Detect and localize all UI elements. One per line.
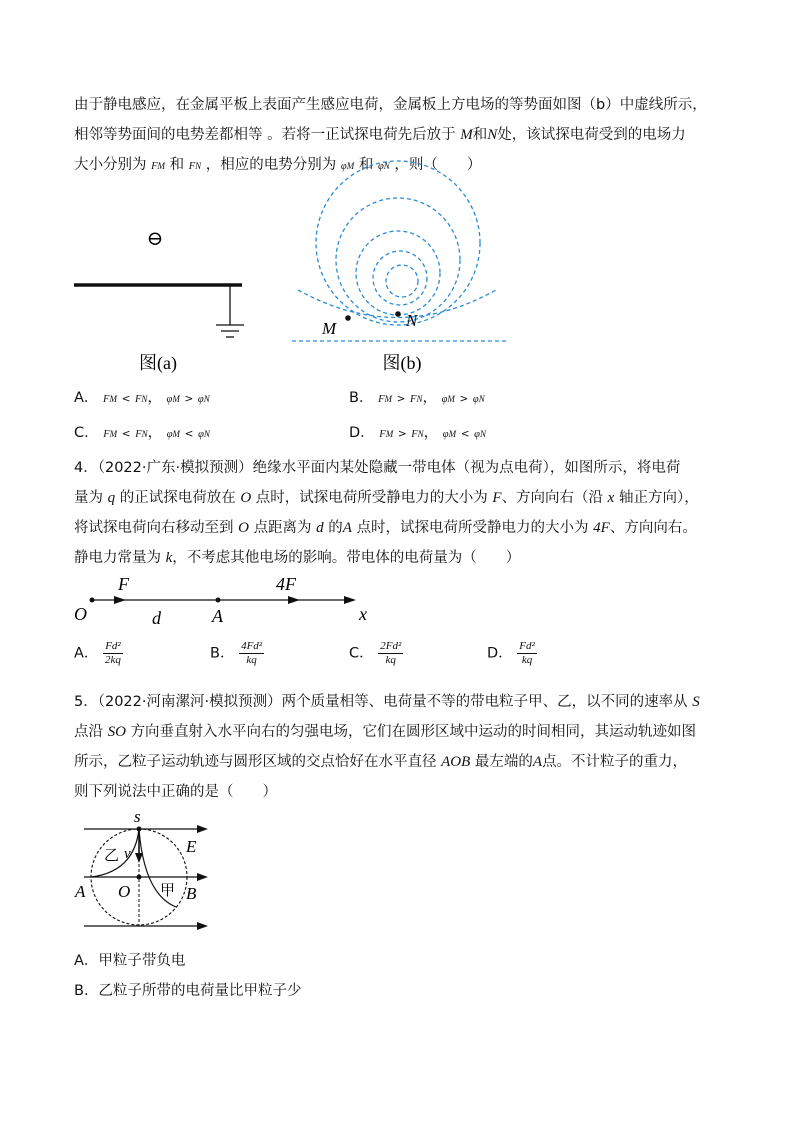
label-E: E [186, 837, 197, 856]
q5-line-1: 5．（2022·河南漯河·模拟预测）两个质量相等、电荷量不等的带电粒子甲、乙，以不同的速率从 S [74, 694, 700, 710]
label-O: O [74, 604, 87, 624]
negative-charge-icon: ⊖ [146, 228, 164, 250]
label-yi: 乙 [104, 848, 120, 864]
q3-option-c[interactable]: C． FM < FN， φM < φN [74, 425, 210, 441]
label-d: d [152, 608, 161, 628]
label-M: M [322, 319, 337, 338]
figure-a [60, 215, 260, 375]
equipotential-circle-5 [386, 265, 418, 297]
label-N: N [406, 311, 418, 330]
q3-option-b[interactable]: B． FM > FN， φM > φN [349, 390, 485, 406]
force-arrow-F [114, 596, 126, 604]
q4-option-b[interactable]: B． $\frac{\text{4Fd²}}{kq}$ [210, 640, 263, 666]
label-O-q5: O [118, 882, 131, 901]
point-S [137, 827, 142, 832]
label-A: A [212, 606, 223, 626]
q5-option-a[interactable]: A．甲粒子带负电 [74, 953, 186, 969]
label-F: F [118, 574, 129, 594]
label-4F: 4F [276, 574, 296, 594]
equipotential-circle-2 [336, 198, 460, 322]
q3-line-1: 由于静电感应，在金属平板上表面产生感应电荷，金属板上方电场的等势面如图（b）中虚线所示， [74, 97, 707, 113]
label-jia: 甲 [160, 883, 176, 899]
q4-option-c[interactable]: C． $\frac{\text{2Fd²}}{kq}$ [349, 640, 402, 666]
point-O-q5 [137, 875, 142, 880]
point-A [216, 598, 221, 603]
q5-line-4: 则下列说法中正确的是（ ） [74, 784, 277, 800]
label-v: v [124, 846, 131, 862]
field-arrow-top [197, 825, 208, 833]
q4-line-3: 将试探电荷向右移动至到 O 点距离为 d 的A 点时，试探电荷所受静电力的大小为 4F、方向向右。 [74, 520, 697, 536]
equipotential-circle-4 [373, 251, 427, 305]
q5-line-2: 点沿 SO 方向垂直射入水平向右的匀强电场，它们在圆形区域中运动的时间相同，其运动轨迹如图 [74, 724, 697, 740]
velocity-arrow-head [135, 853, 143, 863]
x-axis-arrow [344, 596, 356, 604]
q3-line-2: 相邻等势面间的电势差都相等 。若将一正试探电荷先后放于 M和N处，该试探电荷受到的电场力 [74, 127, 686, 143]
equipotential-circle-1 [316, 161, 480, 325]
q3-line-3: 大小分别为 FM 和 FN ，相应的电势分别为 φM 和 φN ，则（ ） [74, 157, 482, 173]
q5-line-3: 所示，乙粒子运动轨迹与圆形区域的交点恰好在水平直径 AOB 最左端的A点。不计粒子的重力， [74, 754, 688, 770]
force-arrow-4F [288, 596, 300, 604]
fig-b-caption: 图(b) [382, 353, 422, 373]
q4-option-a[interactable]: A． $\frac{\text{Fd²}}{2kq}$ [74, 640, 121, 666]
figure-q5 [70, 808, 220, 938]
field-arrow-bottom [197, 922, 208, 930]
q4-option-d[interactable]: D． $\frac{\text{Fd²}}{kq}$ [487, 640, 535, 666]
point-O [90, 598, 95, 603]
field-arrow-middle [197, 873, 208, 881]
q4-line-1: 4．（2022·广东·模拟预测）绝缘水平面内某处隐藏一带电体（视为点电荷），如图所示，将电荷 [74, 460, 681, 476]
label-s: s [134, 808, 141, 826]
q4-line-2: 量为 q 的正试探电荷放在 O 点时，试探电荷所受静电力的大小为 F、方向向右（沿 x 轴正方向）， [74, 490, 699, 506]
q4-line-4: 静电力常量为 k，不考虑其他电场的影响。带电体的电荷量为（ ） [74, 550, 521, 566]
q3-option-d[interactable]: D． FM > FN， φM < φN [349, 425, 486, 441]
label-B: B [186, 884, 197, 903]
figure-b [280, 160, 520, 375]
label-x: x [359, 604, 367, 624]
point-M [345, 315, 351, 321]
q5-option-b[interactable]: B．乙粒子所带的电荷量比甲粒子少 [74, 983, 302, 999]
point-N [395, 311, 401, 317]
fig-a-caption: 图(a) [139, 353, 177, 373]
equipotential-circle-3 [356, 231, 440, 315]
q3-option-a[interactable]: A． FM < FN， φM > φN [74, 390, 210, 406]
label-A-q5: A [75, 882, 86, 901]
figure-q4 [66, 570, 386, 630]
